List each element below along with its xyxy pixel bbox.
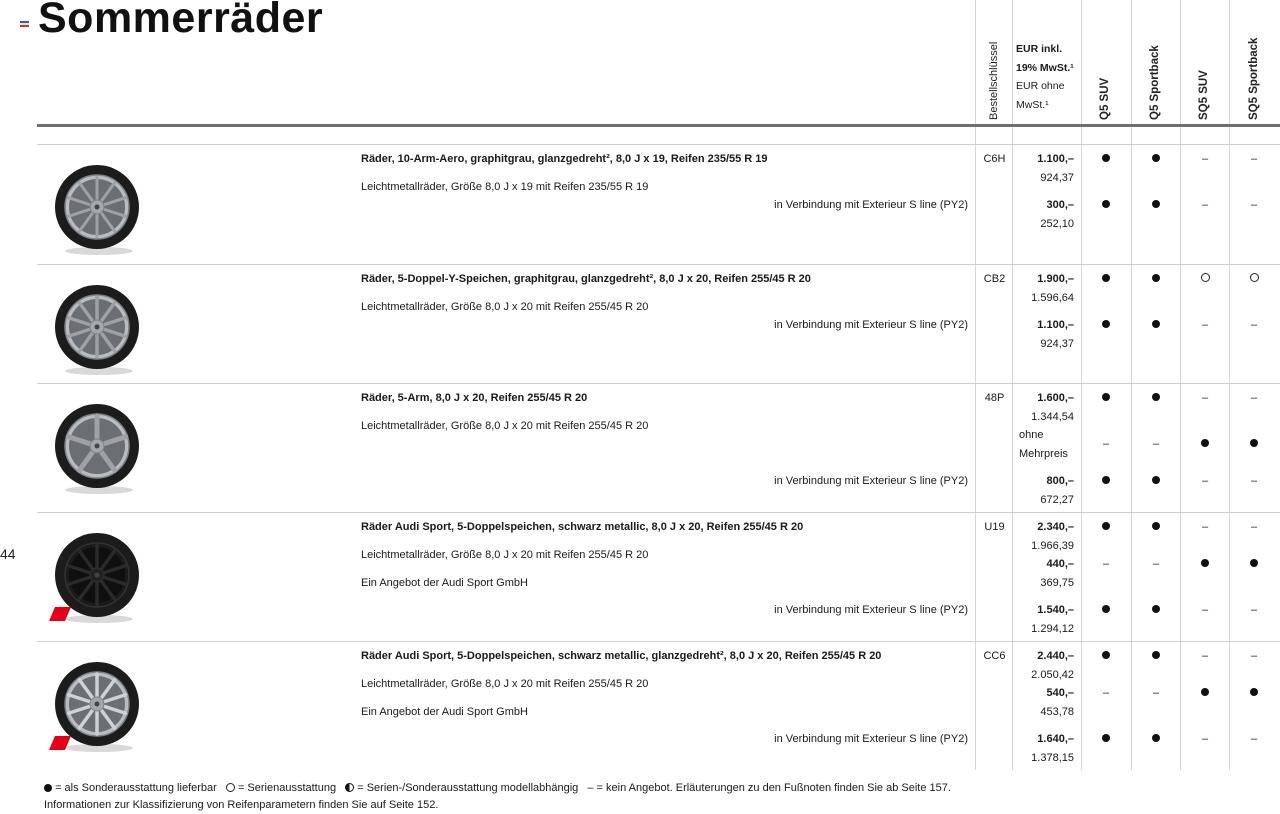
legend-line2: Informationen zur Klassifizierung von Reifenparametern finden Sie auf Seite 152. (44, 799, 439, 811)
availability-mark (1244, 273, 1264, 285)
availability-mark (1146, 604, 1166, 616)
dot-icon (1152, 651, 1160, 659)
dash-icon: – (1250, 475, 1258, 487)
availability-mark (1146, 475, 1166, 487)
availability-mark (1195, 153, 1215, 165)
price-cell (1012, 150, 1074, 187)
price-incl-vat: 2.440,– (1037, 650, 1074, 662)
dash-icon: – (1250, 733, 1258, 745)
price-cell (1012, 316, 1074, 353)
availability-mark (1195, 558, 1215, 570)
legend (44, 780, 957, 814)
column-divider (1131, 0, 1132, 770)
row-title: Räder Audi Sport, 5-Doppelspeichen, schwarz metallic, 8,0 J x 20, Reifen 255/45 R 20 (361, 521, 804, 533)
price-cell (1012, 647, 1074, 684)
dot-icon (1102, 200, 1110, 208)
order-code: U19 (984, 521, 1005, 533)
availability-mark (1195, 650, 1215, 662)
availability-mark (1195, 438, 1215, 450)
price-incl-vat: 300,– (1046, 199, 1074, 211)
row-divider (37, 383, 1280, 384)
price-cell (1012, 270, 1074, 307)
price-cell (1012, 601, 1074, 638)
order-code: CC6 (983, 650, 1006, 662)
dash-icon: – (1102, 687, 1110, 699)
dot-icon (1250, 559, 1258, 567)
price-cell (1012, 472, 1074, 509)
wheel-10-arm-aero-icon (47, 157, 147, 257)
dot-icon (1152, 274, 1160, 282)
header-price-excl-1: EUR ohne (1016, 80, 1065, 92)
dash-icon: – (1201, 650, 1209, 662)
dot-icon (1152, 476, 1160, 484)
page-number: 44 (0, 546, 16, 562)
availability-mark (1096, 733, 1116, 745)
dash-icon: – (1250, 319, 1258, 331)
availability-mark (1146, 153, 1166, 165)
page-title: Sommerräder (38, 0, 324, 42)
dash-icon: – (1201, 153, 1209, 165)
price-incl-vat: 440,– (1046, 558, 1074, 570)
dash-icon: – (1250, 604, 1258, 616)
dot-icon (1102, 476, 1110, 484)
flag-icon (20, 21, 29, 27)
availability-mark (1146, 733, 1166, 745)
price-excl-vat: 1.294,12 (1031, 622, 1074, 635)
price-note: Mehrpreis (1019, 447, 1068, 460)
availability-mark (1096, 392, 1116, 404)
row-title: Räder, 5-Doppel-Y-Speichen, graphitgrau, glanzgedreht², 8,0 J x 20, Reifen 255/45 R 20 (361, 273, 811, 285)
half-circle-icon (345, 783, 354, 792)
availability-mark (1195, 733, 1215, 745)
price-incl-vat: 2.340,– (1037, 521, 1074, 533)
price-excl-vat: 1.596,64 (1031, 291, 1074, 304)
price-incl-vat: 540,– (1046, 687, 1074, 699)
audi-sport-badge-icon (49, 607, 71, 621)
dash-icon: – (1102, 438, 1110, 450)
ring-icon (1250, 273, 1259, 282)
availability-mark (1195, 273, 1215, 285)
row-description: Leichtmetallräder, Größe 8,0 J x 20 mit Reifen 255/45 R 20 (361, 678, 649, 690)
legend-ring: = Serienausstattung (237, 782, 337, 794)
dot-icon (1102, 651, 1110, 659)
dot-icon (1102, 274, 1110, 282)
availability-mark (1146, 273, 1166, 285)
dash-icon: – (1250, 392, 1258, 404)
availability-mark (1096, 687, 1116, 699)
price-excl-vat: 672,27 (1040, 493, 1074, 506)
dash-icon: – (1102, 558, 1110, 570)
dash-icon: – (1201, 319, 1209, 331)
row-condition: in Verbindung mit Exterieur S line (PY2) (774, 733, 968, 745)
header-model-q5-sportback: Q5 Sportback (1149, 45, 1161, 120)
legend-dot: = als Sonderausstattung lieferbar (55, 782, 217, 794)
availability-mark (1195, 521, 1215, 533)
price-incl-vat: 1.100,– (1037, 319, 1074, 331)
price-cell (1019, 426, 1081, 463)
availability-mark (1195, 319, 1215, 331)
row-condition: in Verbindung mit Exterieur S line (PY2) (774, 319, 968, 331)
dash-icon: – (1250, 153, 1258, 165)
dash-icon: – (1152, 438, 1160, 450)
availability-mark (1096, 604, 1116, 616)
availability-mark (1195, 199, 1215, 211)
audi-sport-badge-icon (49, 736, 71, 750)
dot-icon (1152, 734, 1160, 742)
price-cell (1012, 684, 1074, 721)
availability-mark (1244, 319, 1264, 331)
availability-mark (1146, 650, 1166, 662)
price-incl-vat: 1.540,– (1037, 604, 1074, 616)
dash-icon: – (1250, 521, 1258, 533)
availability-mark (1146, 199, 1166, 211)
order-code: C6H (983, 153, 1006, 165)
wheel-5-double-spoke-black-icon (47, 525, 147, 625)
availability-mark (1096, 558, 1116, 570)
availability-mark (1244, 199, 1264, 211)
dash-icon: – (1201, 521, 1209, 533)
dot-icon (1250, 688, 1258, 696)
header-price (1016, 40, 1082, 114)
availability-mark (1146, 319, 1166, 331)
row-title: Räder Audi Sport, 5-Doppelspeichen, schwarz metallic, glanzgedreht², 8,0 J x 20, Reifen 255/45 R 20 (361, 650, 882, 662)
row-description: Leichtmetallräder, Größe 8,0 J x 20 mit Reifen 255/45 R 20 (361, 301, 649, 313)
price-cell (1012, 389, 1074, 426)
availability-mark (1146, 392, 1166, 404)
availability-mark (1096, 153, 1116, 165)
row-condition: in Verbindung mit Exterieur S line (PY2) (774, 199, 968, 211)
row-description: Ein Angebot der Audi Sport GmbH (361, 706, 528, 718)
availability-mark (1244, 153, 1264, 165)
header-divider (37, 124, 1280, 127)
availability-mark (1096, 319, 1116, 331)
dash-icon: – (1250, 650, 1258, 662)
wheel-5-double-spoke-polished-icon (47, 654, 147, 754)
dot-icon (1102, 154, 1110, 162)
ring-icon (1201, 273, 1210, 282)
header-model-q5-suv: Q5 SUV (1099, 77, 1111, 120)
price-cell (1012, 518, 1074, 555)
dot-icon (1102, 605, 1110, 613)
header-model-sq5-suv: SQ5 SUV (1198, 70, 1210, 120)
availability-mark (1146, 687, 1166, 699)
row-divider (37, 512, 1280, 513)
availability-mark (1244, 687, 1264, 699)
price-excl-vat: 369,75 (1040, 576, 1074, 589)
availability-mark (1195, 604, 1215, 616)
price-excl-vat: 924,37 (1040, 337, 1074, 350)
legend-dash: – = kein Angebot. Erläuterungen zu den Fußnoten finden Sie ab Seite 157. (587, 782, 951, 794)
price-excl-vat: 1.378,15 (1031, 751, 1074, 764)
row-divider (37, 144, 1280, 145)
dot-icon (1102, 393, 1110, 401)
dot-icon (1201, 559, 1209, 567)
availability-mark (1096, 438, 1116, 450)
row-description: Leichtmetallräder, Größe 8,0 J x 20 mit Reifen 255/45 R 20 (361, 420, 649, 432)
ring-icon (226, 783, 235, 792)
availability-mark (1244, 438, 1264, 450)
dot-icon (1102, 320, 1110, 328)
availability-mark (1096, 475, 1116, 487)
header-price-incl-2: 19% MwSt.¹ (1016, 61, 1074, 74)
availability-mark (1146, 521, 1166, 533)
dash-icon: – (1201, 392, 1209, 404)
price-excl-vat: 2.050,42 (1031, 668, 1074, 681)
column-divider (1180, 0, 1181, 770)
row-description: Ein Angebot der Audi Sport GmbH (361, 577, 528, 589)
row-description: Leichtmetallräder, Größe 8,0 J x 19 mit Reifen 235/55 R 19 (361, 181, 649, 193)
price-incl-vat: 1.100,– (1037, 153, 1074, 165)
dot-icon (1152, 522, 1160, 530)
row-condition: in Verbindung mit Exterieur S line (PY2) (774, 475, 968, 487)
row-divider (37, 264, 1280, 265)
header-model-sq5-sportback: SQ5 Sportback (1248, 37, 1260, 120)
availability-mark (1244, 733, 1264, 745)
dash-icon: – (1201, 475, 1209, 487)
availability-mark (1195, 475, 1215, 487)
price-excl-vat: 252,10 (1040, 217, 1074, 230)
price-cell (1012, 555, 1074, 592)
price-incl-vat: 800,– (1046, 475, 1074, 487)
price-incl-vat: 1.640,– (1037, 733, 1074, 745)
dash-icon: – (1250, 199, 1258, 211)
availability-mark (1096, 521, 1116, 533)
availability-mark (1146, 438, 1166, 450)
price-incl-vat: 1.600,– (1037, 392, 1074, 404)
availability-mark (1096, 273, 1116, 285)
dot-icon (1250, 439, 1258, 447)
dot-icon (1201, 439, 1209, 447)
availability-mark (1096, 650, 1116, 662)
header-price-incl-1: EUR inkl. (1016, 43, 1063, 55)
row-divider (37, 641, 1280, 642)
dot-icon (44, 784, 52, 792)
dot-icon (1152, 605, 1160, 613)
availability-mark (1195, 392, 1215, 404)
order-code: CB2 (983, 273, 1006, 285)
availability-mark (1244, 392, 1264, 404)
price-cell (1012, 730, 1074, 767)
price-excl-vat: 453,78 (1040, 705, 1074, 718)
wheel-5-arm-icon (47, 396, 147, 496)
price-incl-vat: 1.900,– (1037, 273, 1074, 285)
row-title: Räder, 10-Arm-Aero, graphitgrau, glanzgedreht², 8,0 J x 19, Reifen 235/55 R 19 (361, 153, 768, 165)
dash-icon: – (1152, 687, 1160, 699)
wheel-5-double-y-spoke-icon (47, 277, 147, 377)
price-cell (1012, 196, 1074, 233)
availability-mark (1195, 687, 1215, 699)
dot-icon (1152, 154, 1160, 162)
availability-mark (1244, 650, 1264, 662)
availability-mark (1244, 604, 1264, 616)
availability-mark (1146, 558, 1166, 570)
dot-icon (1102, 734, 1110, 742)
row-description: Leichtmetallräder, Größe 8,0 J x 20 mit Reifen 255/45 R 20 (361, 549, 649, 561)
dash-icon: – (1201, 733, 1209, 745)
order-code: 48P (984, 392, 1005, 404)
legend-half: = Serien-/Sonderausstattung modellabhängig (357, 782, 579, 794)
availability-mark (1244, 521, 1264, 533)
price-excl-vat: 924,37 (1040, 171, 1074, 184)
dash-icon: – (1201, 199, 1209, 211)
price-excl-vat: 1.344,54 (1031, 410, 1074, 423)
price-note: ohne (1019, 429, 1044, 441)
dot-icon (1152, 200, 1160, 208)
dot-icon (1201, 688, 1209, 696)
availability-mark (1244, 558, 1264, 570)
header-price-excl-2: MwSt.¹ (1016, 98, 1049, 111)
header-order-code: Bestellschlüssel (988, 41, 1000, 120)
availability-mark (1244, 475, 1264, 487)
column-divider (1081, 0, 1082, 770)
row-condition: in Verbindung mit Exterieur S line (PY2) (774, 604, 968, 616)
availability-mark (1096, 199, 1116, 211)
dot-icon (1102, 522, 1110, 530)
dash-icon: – (1152, 558, 1160, 570)
column-divider (1229, 0, 1230, 770)
dot-icon (1152, 393, 1160, 401)
dash-icon: – (1201, 604, 1209, 616)
price-excl-vat: 1.966,39 (1031, 539, 1074, 552)
dot-icon (1152, 320, 1160, 328)
row-title: Räder, 5-Arm, 8,0 J x 20, Reifen 255/45 R 20 (361, 392, 588, 404)
